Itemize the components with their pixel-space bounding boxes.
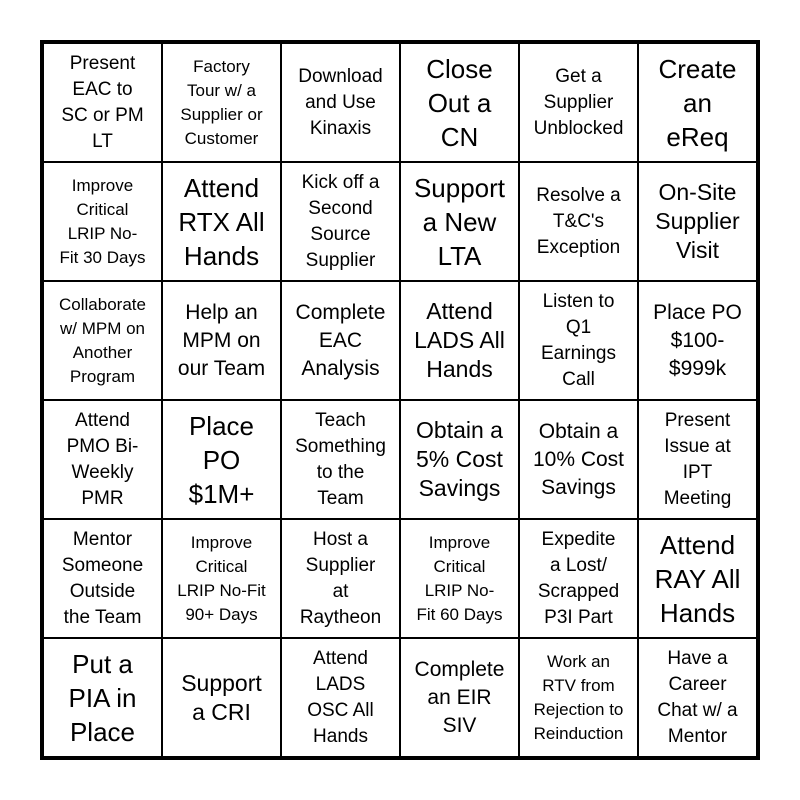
cell-text: Get a Supplier Unblocked (533, 65, 624, 139)
cell-text: Have a Career Chat w/ a Mentor (657, 647, 738, 747)
cell-text: Host a Supplier at Raytheon (299, 528, 382, 628)
bingo-cell-r3-c3[interactable] (281, 281, 400, 400)
bingo-cell-r3-c6[interactable] (638, 281, 757, 400)
cell-text: Support a New LTA (413, 172, 506, 271)
bingo-cell-r3-c2[interactable] (162, 281, 281, 400)
bingo-cell-r2-c4[interactable] (400, 162, 519, 281)
bingo-cell-r2-c1[interactable] (43, 162, 162, 281)
bingo-cell-r1-c5[interactable] (519, 43, 638, 162)
bingo-cell-r5-c4[interactable] (400, 519, 519, 638)
bingo-cell-r4-c2[interactable] (162, 400, 281, 519)
bingo-cell-r5-c5[interactable] (519, 519, 638, 638)
cell-text: Attend PMO Bi- Weekly PMR (66, 409, 139, 509)
bingo-cell-r1-c3[interactable] (281, 43, 400, 162)
cell-text: Complete an EIR SIV (414, 657, 505, 737)
bingo-cell-r1-c6[interactable] (638, 43, 757, 162)
bingo-cell-r4-c4[interactable] (400, 400, 519, 519)
cell-text: Attend LADS OSC All Hands (307, 647, 374, 747)
cell-text: Collaborate w/ MPM on Another Program (59, 294, 146, 386)
bingo-cell-r4-c3[interactable] (281, 400, 400, 519)
cell-text: Create an eReq (658, 53, 737, 152)
cell-text: Improve Critical LRIP No-Fit 90+ Days (177, 532, 266, 624)
bingo-cell-r2-c6[interactable] (638, 162, 757, 281)
bingo-cell-r1-c2[interactable] (162, 43, 281, 162)
bingo-cell-r2-c5[interactable] (519, 162, 638, 281)
cell-text: Support a CRI (181, 669, 262, 725)
bingo-cell-r3-c1[interactable] (43, 281, 162, 400)
cell-text: Improve Critical LRIP No- Fit 60 Days (416, 532, 503, 624)
cell-text: Place PO $1M+ (188, 410, 255, 509)
bingo-cell-r4-c5[interactable] (519, 400, 638, 519)
cell-text: Attend LADS All Hands (414, 298, 505, 382)
bingo-cell-r6-c1[interactable] (43, 638, 162, 757)
bingo-cell-r2-c3[interactable] (281, 162, 400, 281)
cell-text: Present EAC to SC or PM LT (61, 52, 144, 152)
cell-text: Put a PIA in Place (68, 648, 137, 747)
bingo-cell-r1-c4[interactable] (400, 43, 519, 162)
bingo-cell-r6-c3[interactable] (281, 638, 400, 757)
bingo-cell-r6-c6[interactable] (638, 638, 757, 757)
cell-text: Kick off a Second Source Supplier (301, 171, 380, 271)
cell-text: Download and Use Kinaxis (298, 65, 383, 139)
cell-text: Obtain a 10% Cost Savings (532, 419, 625, 499)
bingo-cell-r3-c5[interactable] (519, 281, 638, 400)
bingo-cell-r5-c1[interactable] (43, 519, 162, 638)
cell-text: Resolve a T&C's Exception (536, 184, 621, 258)
cell-text: Teach Something to the Team (295, 409, 386, 509)
bingo-cell-r3-c4[interactable] (400, 281, 519, 400)
cell-text: Help an MPM on our Team (177, 300, 266, 380)
bingo-cell-r4-c1[interactable] (43, 400, 162, 519)
bingo-cell-r5-c2[interactable] (162, 519, 281, 638)
cell-text: Attend RAY All Hands (654, 529, 741, 628)
cell-text: Mentor Someone Outside the Team (61, 528, 144, 628)
cell-text: Obtain a 5% Cost Savings (416, 417, 503, 501)
cell-text: Work an RTV from Rejection to Reinduction (533, 651, 624, 743)
cell-text: Place PO $100- $999k (653, 300, 742, 380)
cell-text: Present Issue at IPT Meeting (663, 409, 732, 509)
cell-text: Expedite a Lost/ Scrapped P3I Part (537, 528, 620, 628)
bingo-cell-r6-c4[interactable] (400, 638, 519, 757)
bingo-cell-r6-c5[interactable] (519, 638, 638, 757)
bingo-cell-r4-c6[interactable] (638, 400, 757, 519)
bingo-cell-r1-c1[interactable] (43, 43, 162, 162)
cell-text: Attend RTX All Hands (178, 172, 265, 271)
bingo-board (40, 40, 760, 760)
bingo-cell-r5-c6[interactable] (638, 519, 757, 638)
cell-text: Improve Critical LRIP No- Fit 30 Days (59, 175, 146, 267)
cell-text: Complete EAC Analysis (295, 300, 386, 380)
cell-text: On-Site Supplier Visit (655, 179, 740, 263)
bingo-cell-r6-c2[interactable] (162, 638, 281, 757)
cell-text: Factory Tour w/ a Supplier or Customer (180, 56, 263, 148)
bingo-cell-r2-c2[interactable] (162, 162, 281, 281)
bingo-cell-r5-c3[interactable] (281, 519, 400, 638)
cell-text: Listen to Q1 Earnings Call (541, 290, 616, 390)
cell-text: Close Out a CN (426, 53, 493, 152)
